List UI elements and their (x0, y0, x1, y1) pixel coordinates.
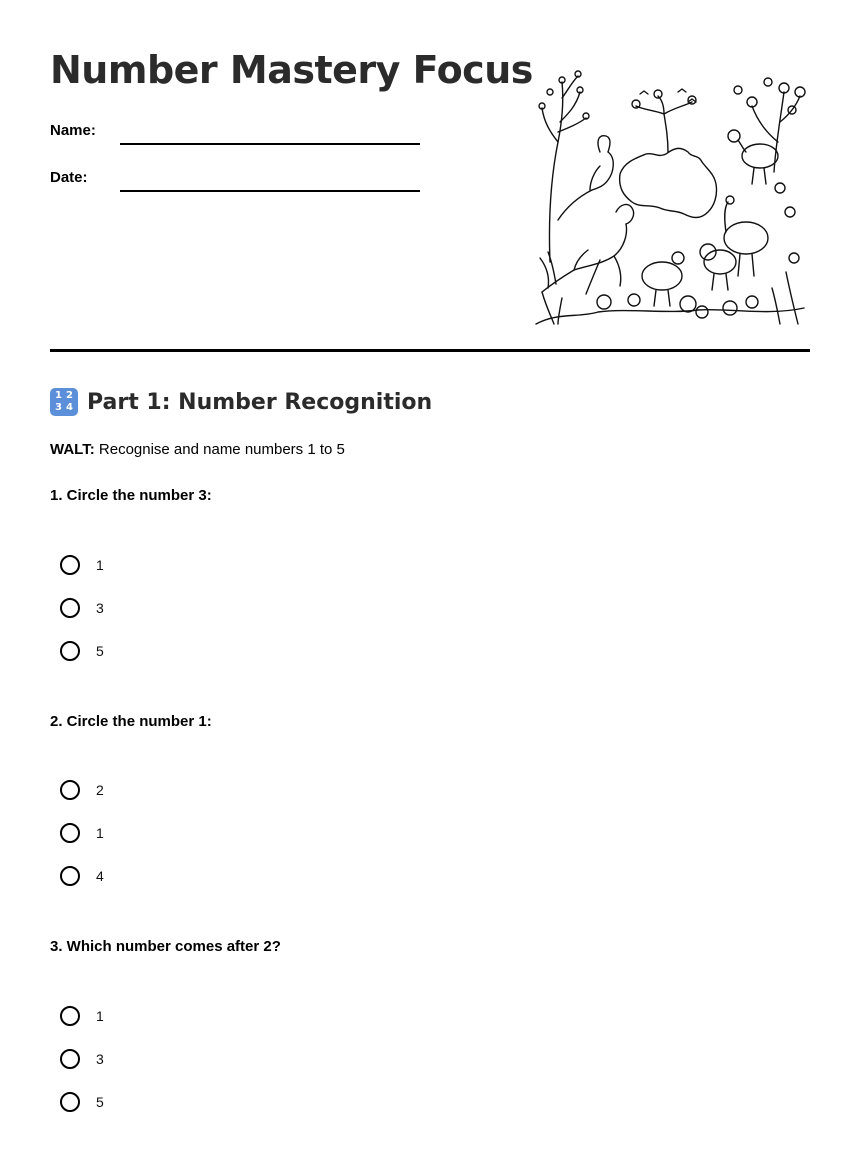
option-label: 2 (96, 782, 104, 798)
radio-circle[interactable] (60, 823, 80, 843)
walt-statement (50, 441, 345, 458)
radio-circle[interactable] (60, 555, 80, 575)
question-3-option-2[interactable] (60, 1047, 104, 1071)
option-label: 3 (96, 600, 104, 616)
walt-label: WALT: (50, 441, 95, 458)
question-1-option-3[interactable] (60, 639, 104, 663)
tree-right-shape (734, 78, 805, 172)
section-title: Part 1: Number Recognition (87, 389, 433, 415)
question-3-option-3[interactable] (60, 1090, 104, 1114)
radio-circle[interactable] (60, 866, 80, 886)
name-label: Name: (50, 122, 96, 139)
section-heading (50, 388, 432, 416)
radio-circle[interactable] (60, 1006, 80, 1026)
question-2-option-2[interactable] (60, 821, 104, 845)
option-label: 1 (96, 557, 104, 573)
question-1: 1. Circle the number 3: (50, 487, 212, 504)
kangaroo-top-shape (558, 136, 613, 220)
wombat-shape (700, 244, 736, 290)
question-2-option-3[interactable] (60, 864, 104, 888)
tree-left-shape (539, 71, 589, 262)
question-2: 2. Circle the number 1: (50, 713, 212, 730)
radio-circle[interactable] (60, 1049, 80, 1069)
input-numbers-icon: 1 2 3 4 (50, 388, 78, 416)
option-label: 4 (96, 868, 104, 884)
radio-circle[interactable] (60, 598, 80, 618)
option-label: 5 (96, 643, 104, 659)
option-label: 1 (96, 1008, 104, 1024)
option-label: 5 (96, 1094, 104, 1110)
name-field[interactable] (120, 143, 420, 145)
question-1-option-1[interactable] (60, 553, 104, 577)
tree-center-shape (632, 89, 696, 152)
radio-circle[interactable] (60, 1092, 80, 1112)
question-3: 3. Which number comes after 2? (50, 938, 281, 955)
question-2-option-1[interactable] (60, 778, 104, 802)
question-1-option-2[interactable] (60, 596, 104, 620)
walt-text: Recognise and name numbers 1 to 5 (98, 441, 345, 458)
australian-animals-illustration (528, 62, 810, 328)
date-field[interactable] (120, 190, 420, 192)
section-divider (50, 349, 810, 352)
bird-center-shape (642, 252, 684, 306)
option-label: 3 (96, 1051, 104, 1067)
bird-top-right-shape (728, 130, 778, 184)
radio-circle[interactable] (60, 780, 80, 800)
page-title: Number Mastery Focus (50, 48, 533, 92)
emu-shape (724, 196, 768, 276)
australia-map-shape (620, 148, 717, 217)
option-label: 1 (96, 825, 104, 841)
radio-circle[interactable] (60, 641, 80, 661)
question-3-option-1[interactable] (60, 1004, 104, 1028)
date-label: Date: (50, 169, 88, 186)
